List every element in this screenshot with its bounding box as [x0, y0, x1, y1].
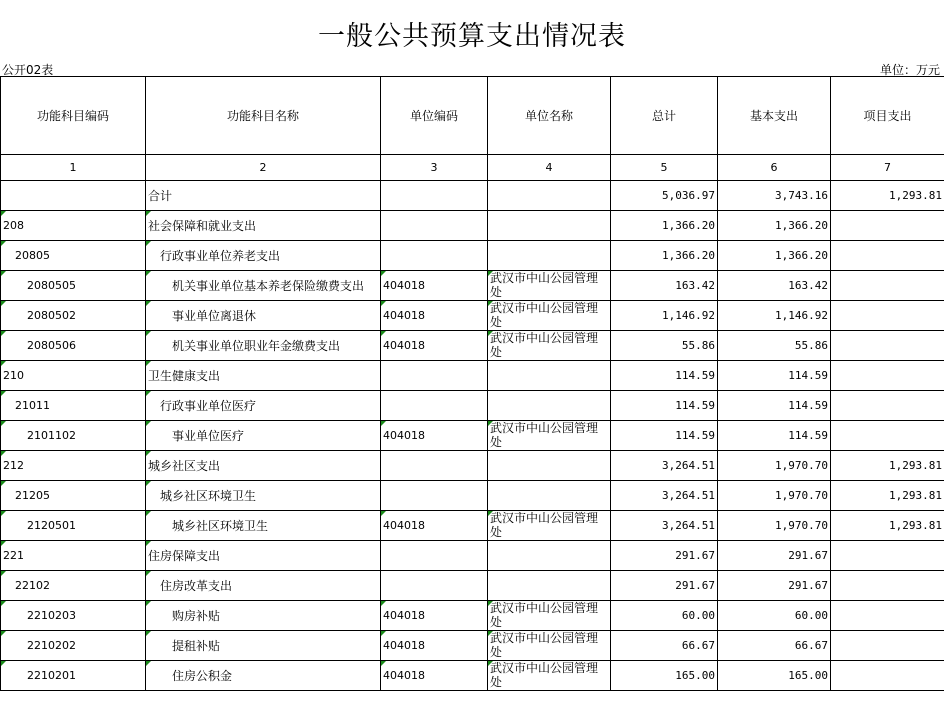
total-cell: 3,264.51	[611, 481, 718, 511]
total-cell: 5,036.97	[611, 181, 718, 211]
name-cell: 住房公积金	[146, 661, 381, 691]
table-row	[1, 421, 944, 451]
project-cell	[831, 331, 944, 361]
name-cell: 社会保障和就业支出	[146, 211, 381, 241]
basic-cell: 291.67	[718, 541, 831, 571]
basic-cell: 3,743.16	[718, 181, 831, 211]
index-cell: 3	[381, 155, 488, 181]
basic-cell: 1,970.70	[718, 451, 831, 481]
unit-label: 单位：万元	[879, 63, 940, 77]
basic-cell: 1,970.70	[718, 511, 831, 541]
header-cell: 功能科目编码	[1, 77, 146, 155]
unit-name-cell	[488, 361, 611, 391]
table-row	[1, 391, 944, 421]
total-cell: 291.67	[611, 571, 718, 601]
unit-name-cell	[488, 391, 611, 421]
code-cell: 2120501	[1, 511, 146, 541]
header-cell: 项目支出	[831, 77, 944, 155]
total-cell: 114.59	[611, 361, 718, 391]
project-cell	[831, 631, 944, 661]
unit-code-cell	[381, 361, 488, 391]
unit-name-cell	[488, 211, 611, 241]
total-cell: 1,366.20	[611, 241, 718, 271]
table-row	[1, 181, 944, 211]
unit-code-cell	[381, 241, 488, 271]
code-cell: 2080505	[1, 271, 146, 301]
column-index-row	[1, 155, 944, 181]
basic-cell: 60.00	[718, 601, 831, 631]
code-cell: 2210201	[1, 661, 146, 691]
header-cell: 总计	[611, 77, 718, 155]
unit-name-cell: 武汉市中山公园管理处	[488, 331, 611, 361]
index-cell: 1	[1, 155, 146, 181]
name-cell: 机关事业单位基本养老保险缴费支出	[146, 271, 381, 301]
name-cell: 提租补贴	[146, 631, 381, 661]
project-cell: 1,293.81	[831, 451, 944, 481]
table-row	[1, 661, 944, 691]
basic-cell: 1,146.92	[718, 301, 831, 331]
header-cell: 功能科目名称	[146, 77, 381, 155]
basic-cell: 114.59	[718, 391, 831, 421]
unit-code-cell: 404018	[381, 601, 488, 631]
unit-code-cell	[381, 211, 488, 241]
basic-cell: 55.86	[718, 331, 831, 361]
project-cell	[831, 361, 944, 391]
page-title: 一般公共预算支出情况表	[318, 21, 626, 52]
name-cell: 住房改革支出	[146, 571, 381, 601]
header-cell: 单位编码	[381, 77, 488, 155]
code-cell: 212	[1, 451, 146, 481]
unit-name-cell: 武汉市中山公园管理处	[488, 271, 611, 301]
total-cell: 1,146.92	[611, 301, 718, 331]
unit-code-cell: 404018	[381, 271, 488, 301]
name-cell: 合计	[146, 181, 381, 211]
project-cell: 1,293.81	[831, 511, 944, 541]
project-cell	[831, 391, 944, 421]
unit-name-cell	[488, 241, 611, 271]
index-cell: 6	[718, 155, 831, 181]
table-row	[1, 511, 944, 541]
table-row	[1, 541, 944, 571]
code-cell: 2210203	[1, 601, 146, 631]
basic-cell: 1,366.20	[718, 211, 831, 241]
total-cell: 60.00	[611, 601, 718, 631]
basic-cell: 114.59	[718, 421, 831, 451]
unit-code-cell	[381, 481, 488, 511]
name-cell: 行政事业单位医疗	[146, 391, 381, 421]
table-row	[1, 271, 944, 301]
name-cell: 机关事业单位职业年金缴费支出	[146, 331, 381, 361]
total-cell: 163.42	[611, 271, 718, 301]
form-code: 公开02表	[2, 63, 54, 77]
project-cell	[831, 421, 944, 451]
table-row	[1, 631, 944, 661]
name-cell: 事业单位离退休	[146, 301, 381, 331]
unit-code-cell	[381, 391, 488, 421]
unit-code-cell	[381, 541, 488, 571]
index-cell: 7	[831, 155, 944, 181]
total-cell: 3,264.51	[611, 511, 718, 541]
code-cell: 2101102	[1, 421, 146, 451]
name-cell: 事业单位医疗	[146, 421, 381, 451]
total-cell: 114.59	[611, 421, 718, 451]
project-cell: 1,293.81	[831, 481, 944, 511]
table-row	[1, 481, 944, 511]
project-cell	[831, 571, 944, 601]
table-row	[1, 331, 944, 361]
name-cell: 城乡社区环境卫生	[146, 481, 381, 511]
total-cell: 55.86	[611, 331, 718, 361]
name-cell: 城乡社区环境卫生	[146, 511, 381, 541]
project-cell	[831, 661, 944, 691]
header-cell: 单位名称	[488, 77, 611, 155]
project-cell	[831, 601, 944, 631]
unit-code-cell	[381, 451, 488, 481]
unit-name-cell: 武汉市中山公园管理处	[488, 661, 611, 691]
code-cell: 2080506	[1, 331, 146, 361]
table-row	[1, 241, 944, 271]
project-cell	[831, 271, 944, 301]
index-cell: 5	[611, 155, 718, 181]
unit-code-cell: 404018	[381, 301, 488, 331]
unit-name-cell	[488, 481, 611, 511]
basic-cell: 66.67	[718, 631, 831, 661]
unit-code-cell	[381, 181, 488, 211]
total-cell: 165.00	[611, 661, 718, 691]
project-cell	[831, 301, 944, 331]
header-row	[1, 77, 944, 155]
name-cell: 购房补贴	[146, 601, 381, 631]
name-cell: 卫生健康支出	[146, 361, 381, 391]
total-cell: 291.67	[611, 541, 718, 571]
code-cell: 20805	[1, 241, 146, 271]
project-cell	[831, 211, 944, 241]
code-cell: 208	[1, 211, 146, 241]
code-cell: 21205	[1, 481, 146, 511]
unit-name-cell	[488, 571, 611, 601]
unit-code-cell: 404018	[381, 511, 488, 541]
table-row	[1, 571, 944, 601]
unit-code-cell: 404018	[381, 631, 488, 661]
basic-cell: 1,970.70	[718, 481, 831, 511]
project-cell: 1,293.81	[831, 181, 944, 211]
name-cell: 行政事业单位养老支出	[146, 241, 381, 271]
header-cell: 基本支出	[718, 77, 831, 155]
basic-cell: 1,366.20	[718, 241, 831, 271]
total-cell: 114.59	[611, 391, 718, 421]
code-cell: 221	[1, 541, 146, 571]
unit-name-cell: 武汉市中山公园管理处	[488, 421, 611, 451]
code-cell	[1, 181, 146, 211]
unit-name-cell: 武汉市中山公园管理处	[488, 301, 611, 331]
basic-cell: 165.00	[718, 661, 831, 691]
total-cell: 1,366.20	[611, 211, 718, 241]
unit-name-cell: 武汉市中山公园管理处	[488, 631, 611, 661]
index-cell: 2	[146, 155, 381, 181]
index-cell: 4	[488, 155, 611, 181]
unit-code-cell: 404018	[381, 661, 488, 691]
unit-code-cell: 404018	[381, 421, 488, 451]
code-cell: 2210202	[1, 631, 146, 661]
budget-table	[0, 76, 944, 691]
code-cell: 210	[1, 361, 146, 391]
unit-name-cell: 武汉市中山公园管理处	[488, 601, 611, 631]
total-cell: 66.67	[611, 631, 718, 661]
unit-code-cell	[381, 571, 488, 601]
table-row	[1, 361, 944, 391]
table-row	[1, 211, 944, 241]
table-row	[1, 301, 944, 331]
project-cell	[831, 241, 944, 271]
table-row	[1, 601, 944, 631]
project-cell	[831, 541, 944, 571]
basic-cell: 114.59	[718, 361, 831, 391]
code-cell: 2080502	[1, 301, 146, 331]
code-cell: 21011	[1, 391, 146, 421]
unit-name-cell	[488, 181, 611, 211]
basic-cell: 163.42	[718, 271, 831, 301]
basic-cell: 291.67	[718, 571, 831, 601]
table-row	[1, 451, 944, 481]
name-cell: 城乡社区支出	[146, 451, 381, 481]
total-cell: 3,264.51	[611, 451, 718, 481]
unit-name-cell	[488, 451, 611, 481]
unit-code-cell: 404018	[381, 331, 488, 361]
name-cell: 住房保障支出	[146, 541, 381, 571]
unit-name-cell	[488, 541, 611, 571]
unit-name-cell: 武汉市中山公园管理处	[488, 511, 611, 541]
code-cell: 22102	[1, 571, 146, 601]
